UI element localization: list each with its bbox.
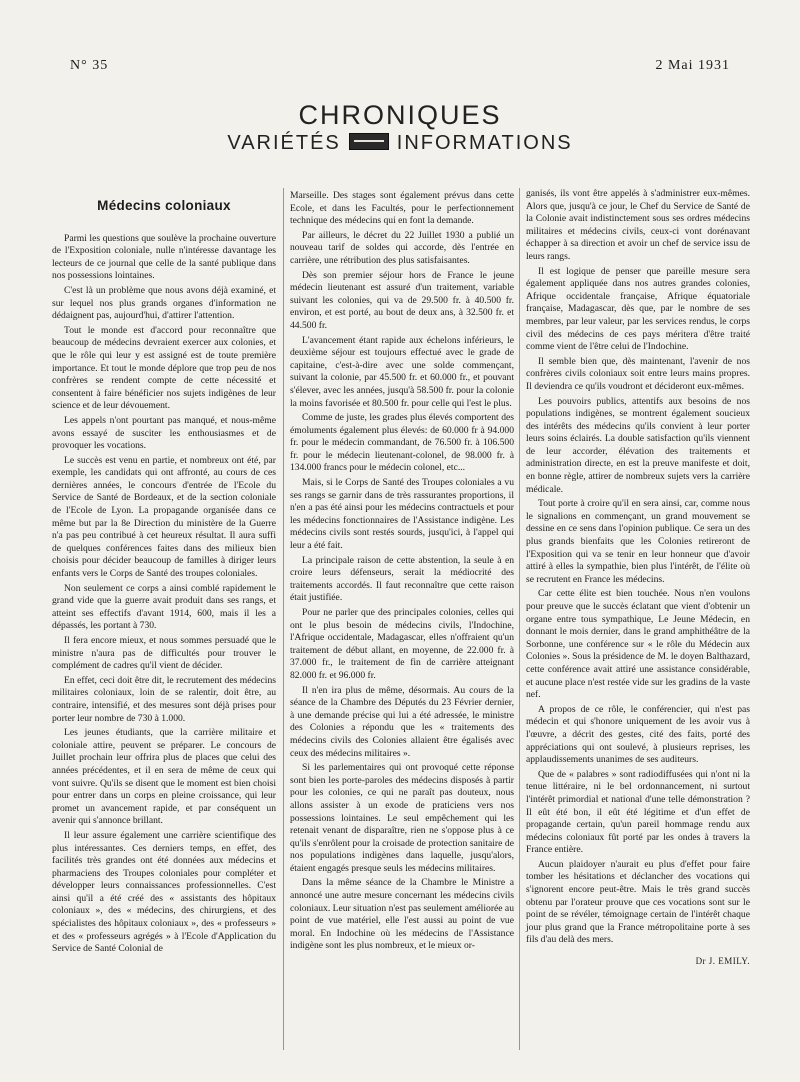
paragraph: Tout le monde est d'accord pour reconnaître que beaucoup de médecins devraient exercer aux colonies, et que le rôle qui leur y est assigné est de toute première importance. Et tout le monde déplore que trop peu de nos confrères se rendent compte de cette nécessité et consentent à faire bénéficier nos sujets indigènes de leur science et de leur dévouement. bbox=[52, 324, 276, 412]
paragraph: Il fera encore mieux, et nous sommes persuadé que le ministre n'aura pas de difficultés pour trouver le complément de cadres qu'il vient de décider. bbox=[52, 635, 276, 672]
column-1-text bbox=[52, 233, 276, 956]
paragraph: L'avancement étant rapide aux échelons inférieurs, le deuxième séjour est toujours effectué avec le grade de capitaine, c'est-à-dire avec une solde commençant, suivant la colonie, par 45.500 fr. et 60.000 fr., et pouvant s'élever, avec les années, jusqu'à 58.500 fr. pour la colonie la moins favorisée et 80.500 fr. pour celle qui l'est le plus. bbox=[290, 334, 514, 409]
masthead-title: CHRONIQUES bbox=[298, 100, 502, 130]
column-1 bbox=[52, 188, 276, 958]
paragraph: Non seulement ce corps a ainsi comblé rapidement le grand vide que la guerre avait produit dans ses rangs, et atteint ses effectifs d'avant 1914, 600, mais il les a dépassés, les portant à 730. bbox=[52, 582, 276, 632]
paragraph: Le succès est venu en partie, et nombreux ont été, par exemple, les candidats qui ont affronté, au cours de ces dernières années, le concours d'entrée de l'Ecole du Service de Santé de Bordeaux, et de la section coloniale de l'Ecole de Lyon. La propagande organisée dans ce même but par la 8e Direction du ministère de la Guerre n'a pas peu contribué à cet heureux résultat. Il aura suffi de quelques conférences faites dans des milieux bien choisis pour décider beaucoup de familles à diriger leurs enfants vers le Corps de Santé des troupes coloniales. bbox=[52, 454, 276, 580]
paragraph: Il est logique de penser que pareille mesure sera également appliquée dans nos autres grandes colonies, Afrique occidentale française, Afrique équatoriale française, Madagascar, dès que, par le nombre de ses membres, par leur valeur, par les services rendus, le corps civil des médecins de ces pays méritera d'être traité comme vient de l'être celui de l'Indochine. bbox=[526, 265, 750, 353]
paragraph: A propos de ce rôle, le conférencier, qui n'est pas médecin et qui s'honore uniquement de les avoir vus à l'œuvre, a décrit des gestes, cité des faits, porté des appréciations qui ont soulevé, à plusieurs reprises, les applaudissements unanimes de ses auditeurs. bbox=[526, 703, 750, 766]
masthead-left: VARIÉTÉS bbox=[227, 132, 341, 154]
signature: Dr J. EMILY. bbox=[695, 956, 750, 967]
paragraph: ganisés, ils vont être appelés à s'administrer eux-mêmes. Alors que, jusqu'à ce jour, le Chef du Service de Santé de la Colonie avait indistinctement sous ses ordres médecins militaires et médecins civils, ceux-ci vont dorénavant échapper à sa direction et avoir un chef de service issu de leurs rangs. bbox=[526, 188, 750, 262]
paragraph: Il leur assure également une carrière scientifique des plus intéressantes. Ces derniers temps, en effet, des facilités très grandes ont été données aux médecins et pharmaciens des Troupes coloniales pour compléter et développer leurs connaissances professionnelles. C'est ainsi qu'il a été créé des « assistants des hôpitaux coloniaux », des « médecins, des chirurgiens, et des spécialistes des hôpitaux coloniaux », des « professeurs » et des « professeurs agrégés » à l'Ecole d'Application du Service de Santé Colonial de bbox=[52, 829, 276, 955]
column-3 bbox=[526, 188, 750, 968]
paragraph: La principale raison de cette abstention, la seule à en croire leurs défenseurs, serait la médiocrité des traitements accordés. Il faut reconnaître que cette raison était justifiée. bbox=[290, 554, 514, 604]
column-rule bbox=[283, 188, 284, 1050]
paragraph: C'est là un problème que nous avons déjà examiné, et sur lequel nos plus grands organes d'information ne dédaignent pas, aujourd'hui, d'attirer l'attention. bbox=[52, 284, 276, 322]
paragraph: Aucun plaidoyer n'aurait eu plus d'effet pour faire tomber les hésitations et déclancher des vocations qui s'ignorent encore peut-être. Mais le très grand succès obtenu par l'orateur prouve que ces vocations sont sur le point de se révéler, témoignage certain de l'intérêt chaque jour plus grand que la France métropolitaine porte à ses fils d'au delà des mers. bbox=[526, 858, 750, 946]
emblem-icon bbox=[349, 133, 389, 150]
paragraph: Dans la même séance de la Chambre le Ministre a annoncé une autre mesure concernant les médecins civils coloniaux. Leur situation n'est pas seulement améliorée au point de vue matériel, elle l'est aussi au point de vue moral. En Indochine où les médecins de l'Assistance indigène sont les plus nombreux, et le mieux or- bbox=[290, 877, 514, 952]
masthead-right: INFORMATIONS bbox=[396, 132, 573, 154]
paragraph: Dès son premier séjour hors de France le jeune médecin lieutenant est assuré d'un traitement, variable suivant les colonies, qui va de 29.500 fr. à 40.500 fr. environ, et est porté, au bout de deux ans, à 32.500 fr. et 44.500 fr. bbox=[290, 269, 514, 331]
column-3-text bbox=[526, 188, 750, 947]
masthead-subtitle bbox=[0, 132, 800, 155]
paragraph: Mais, si le Corps de Santé des Troupes coloniales a vu ses rangs se garnir dans de très rassurantes proportions, il n'en a pas été ainsi pour les médecins contractuels et pour les médecins fonctionnaires de l'Assistance indigène. Les médecins civils sont restés sourds, jusqu'ici, à l'appel qui leur a été fait. bbox=[290, 477, 514, 552]
paragraph: Car cette élite est bien touchée. Nous n'en voulons pour preuve que le succès éclatant que vient d'obtenir un organe entre tous sympathique, Le Jeune Médecin, en donnant le mois dernier, dans le grand amphithéâtre de la Sorbonne, une conférence sur « le rôle du Médecin aux Colonies ». Sous la présidence de M. le doyen Balthazard, cette conférence avait attiré une assistance considérable, et aucune place n'est restée vide sur les gradins de la vaste nef. bbox=[526, 588, 750, 701]
column-2-text bbox=[290, 190, 514, 953]
paragraph: Marseille. Des stages sont également prévus dans cette Ecole, et dans les Facultés, pour le perfectionnement technique des médecins qui en font la demande. bbox=[290, 190, 514, 227]
paragraph: Par ailleurs, le décret du 22 Juillet 1930 a publié un nouveau tarif de soldes qui accorde, dès l'entrée en carrière, une rétribution des plus satisfaisantes. bbox=[290, 229, 514, 266]
paragraph: Les appels n'ont pourtant pas manqué, et nous-même avons essayé de susciter les enthousiasmes et de provoquer les vocations. bbox=[52, 414, 276, 452]
paragraph: Que de « palabres » sont radiodiffusées qui n'ont ni la tenue littéraire, ni le bel ordonnancement, ni surtout l'intérêt primordial et national d'une telle démonstration ? Il eût été bon, il eût été légitime et d'un effet de propagande certain, qu'un pareil hommage rendu aux médecins coloniaux fût porté par les ondes à travers la France entière. bbox=[526, 768, 750, 856]
paragraph: En effet, ceci doit être dit, le recrutement des médecins militaires coloniaux, loin de se ralentir, doit être, au contraire, intensifié, et des mesures sont déjà prises pour porter leur nombre de 730 à 1.000. bbox=[52, 674, 276, 724]
paragraph: Comme de juste, les grades plus élevés comportent des émoluments également plus élevés: de 60.000 fr à 94.000 fr. pour le médecin commandant, de 76.500 fr. à 106.500 fr. pour le médecin lieutenant-colonel, de 98.000 fr. à 134.000 francs pour le médecin colonel, etc... bbox=[290, 412, 514, 474]
paragraph: Si les parlementaires qui ont provoqué cette réponse sont bien les porte-paroles des médecins disposés à partir pour les colonies, ce qui ne paraît pas douteux, nous allons assister à un exode de praticiens vers nos possessions lointaines. Le seul empêchement qui les retenait venant de disparaître, rien ne s'oppose plus à ce qu'ils s'enrôlent pour la croisade de protection sanitaire de nos populations indigènes dans laquelle, jusqu'alors, étaient engagés presque seuls les médecins militaires. bbox=[290, 762, 514, 874]
paragraph: Il semble bien que, dès maintenant, l'avenir de nos confrères civils coloniaux soit entre leurs mains propres. Il deviendra ce qu'ils voudront et décideront eux-mêmes. bbox=[526, 355, 750, 392]
column-rule bbox=[519, 188, 520, 1050]
paragraph: Pour ne parler que des principales colonies, celles qui ont le plus besoin de médecins civils, l'Indochine, l'Afrique occidentale, Madagascar, elles n'offraient qu'un traitement de début allant, en moyenne, de 22.000 fr. à 37.000 fr., le traitement de fin de carrière atteignant 82.000 fr. et 96.000 fr. bbox=[290, 607, 514, 681]
article-title: Médecins coloniaux bbox=[97, 198, 231, 213]
paragraph: Les jeunes étudiants, que la carrière militaire et coloniale attire, peuvent se préparer. Le concours de Juillet prochain leur offrira plus de places que celui des années précédentes, et il en sera de même de ceux qui vont suivre. Qu'ils se disent que le moment est bien choisi pour entrer dans un corps en pleine croissance, qui leur promet un avancement rapide, et par conséquent un avenir qui s'annonce brillant. bbox=[52, 727, 276, 827]
paragraph: Tout porte à croire qu'il en sera ainsi, car, comme nous le signalions en commençant, un grand mouvement se dessine en ce sens dans l'opinion publique. Ce sera un des plus grands bienfaits que les Colonies retireront de l'Exposition qui va se tenir en leur honneur que d'avoir attiré à elles la sympathie, bien plus l'intérêt, de l'élite où se recrutent en France les médecins. bbox=[526, 498, 750, 585]
issue-number: N° 35 bbox=[70, 58, 109, 73]
paragraph: Il n'en ira plus de même, désormais. Au cours de la séance de la Chambre des Députés du 23 Février dernier, à une demande précise qui lui a été adressée, le ministre des Colonies a répondu que les « traitements des médecins civils des Colonies allaient être égalisés avec ceux des médecins militaires ». bbox=[290, 684, 514, 759]
column-2 bbox=[290, 190, 514, 955]
paragraph: Les pouvoirs publics, attentifs aux besoins de nos populations indigènes, se montrent également soucieux des intérêts des médecins qu'ils convient à leur porter leurs soins éclairés. La double satisfaction qu'ils viennent de leur accorder, élévation des traitements et administration directe, en est la preuve manifeste et doit, en bonne règle, attirer de nombreux sujets vers la carrière médicale. bbox=[526, 395, 750, 495]
paragraph: Parmi les questions que soulève la prochaine ouverture de l'Exposition coloniale, nulle n'intéresse davantage les lecteurs de ce journal que celle de la santé publique dans nos possessions lointaines. bbox=[52, 232, 276, 282]
issue-date: 2 Mai 1931 bbox=[655, 58, 730, 73]
